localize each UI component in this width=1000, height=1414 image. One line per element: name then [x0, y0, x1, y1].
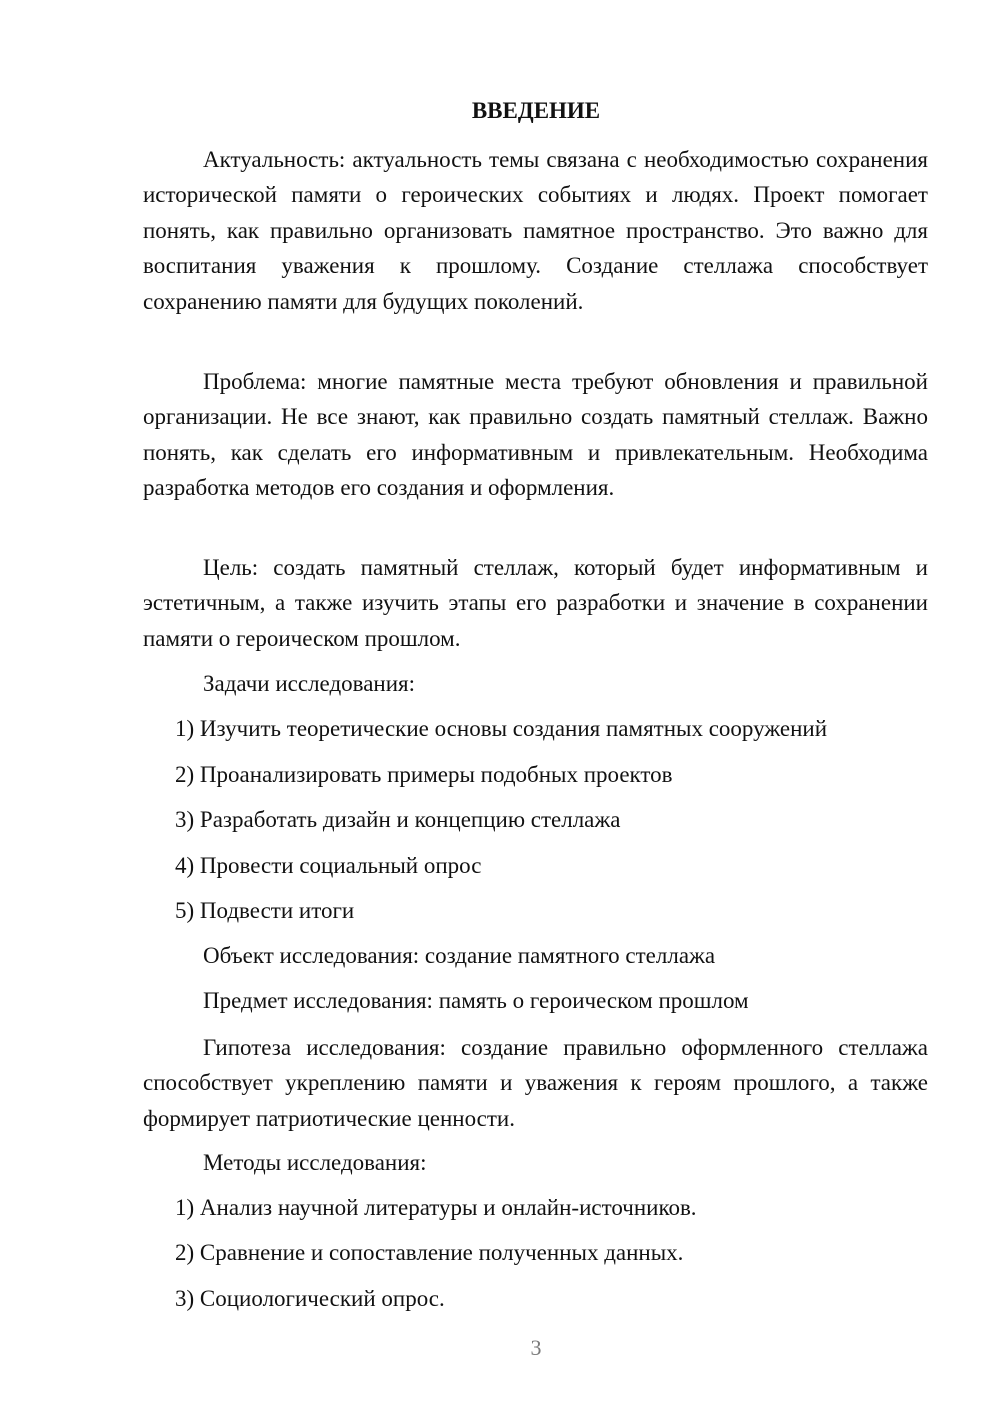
problem-paragraph — [143, 364, 928, 506]
task-item: 5) Подвести итоги — [175, 898, 355, 923]
relevance-text: Актуальность: актуальность темы связана с необходимостью сохранения исторической памяти о героических событиях и людях. Проект помогает понять, как правильно организовать памятное пространство. Это важно для воспитания уважения к прошлому. Создание стеллажа способствует сохранению памяти для будущих поколений. — [143, 147, 928, 314]
methods-heading: Методы исследования: — [203, 1150, 427, 1175]
object-line: Объект исследования: создание памятного стеллажа — [203, 943, 716, 968]
method-item: 2) Сравнение и сопоставление полученных данных. — [175, 1240, 684, 1265]
task-item: 2) Проанализировать примеры подобных проектов — [175, 762, 673, 787]
task-item: 1) Изучить теоретические основы создания памятных сооружений — [175, 716, 828, 741]
goal-paragraph — [143, 550, 928, 656]
method-item: 3) Социологический опрос. — [175, 1286, 445, 1311]
relevance-paragraph — [143, 142, 928, 319]
task-item: 4) Провести социальный опрос — [175, 853, 482, 878]
page-number: 3 — [530, 1335, 542, 1360]
method-item: 1) Анализ научной литературы и онлайн-источников. — [175, 1195, 697, 1220]
page-title: ВВЕДЕНИЕ — [471, 98, 601, 123]
goal-text: Цель: создать памятный стеллаж, который будет информативным и эстетичным, а также изучить этапы его разработки и значение в сохранении памяти о героическом прошлом. — [143, 555, 928, 651]
tasks-heading: Задачи исследования: — [203, 671, 416, 696]
hypothesis-text: Гипотеза исследования: создание правильно оформленного стеллажа способствует укреплению памяти и уважения к героям прошлого, а также формирует патриотические ценности. — [143, 1035, 928, 1131]
hypothesis-paragraph — [143, 1030, 928, 1136]
task-item: 3) Разработать дизайн и концепцию стеллажа — [175, 807, 621, 832]
problem-text: Проблема: многие памятные места требуют обновления и правильной организации. Не все знают, как правильно создать памятный стеллаж. Важно понять, как сделать его информативным и привлекательным. Необходима разработка методов его создания и оформления. — [143, 369, 928, 501]
subject-line: Предмет исследования: память о героическом прошлом — [203, 988, 749, 1013]
